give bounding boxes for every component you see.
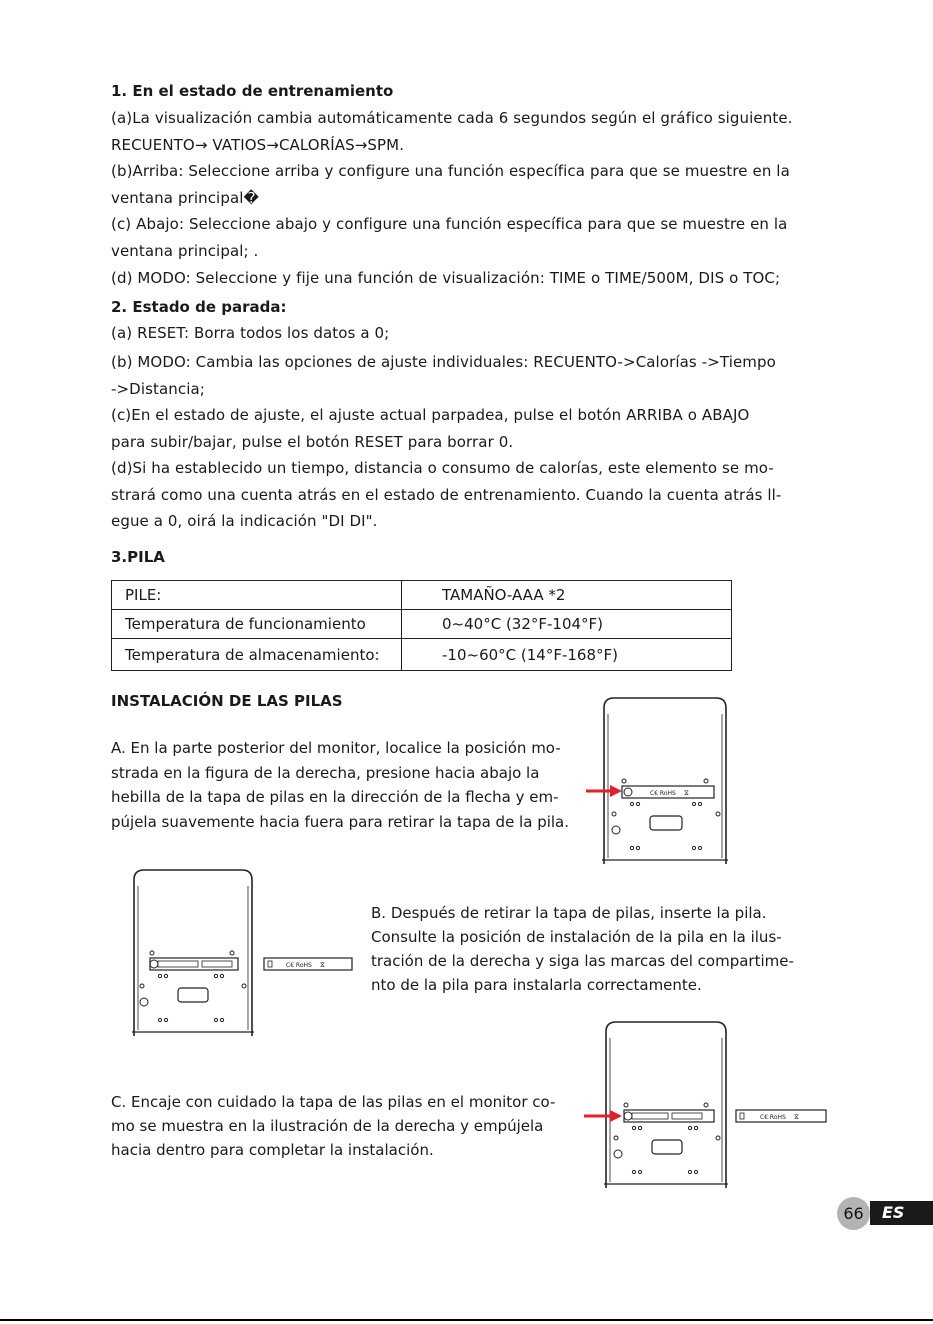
step-c-line: C. Encaje con cuidado la tapa de las pilas en el monitor co- <box>111 1093 556 1111</box>
table-cell-value: 0~40°C (32°F-104°F) <box>402 610 732 639</box>
section2-line: (b) MODO: Cambia las opciones de ajuste individuales: RECUENTO->Calorías ->Tiempo <box>111 353 776 371</box>
step-a-line: hebilla de la tapa de pilas en la dirección de la flecha y em- <box>111 788 559 806</box>
table-cell-label: Temperatura de almacenamiento: <box>112 639 402 671</box>
table-row <box>112 639 732 671</box>
install-heading: INSTALACIÓN DE LAS PILAS <box>111 692 343 710</box>
step-a-line: strada en la figura de la derecha, presione hacia abajo la <box>111 763 540 782</box>
section2-line: strará como una cuenta atrás en el estado de entrenamiento. Cuando la cuenta atrás ll- <box>111 485 782 504</box>
section1-line: (b)Arriba: Seleccione arriba y configure una función específica para que se muestre en la <box>111 162 790 180</box>
section1-line: (c) Abajo: Seleccione abajo y configure una función específica para que se muestre en la <box>111 215 788 233</box>
section3-heading: 3.PILA <box>111 548 165 566</box>
section2-line: para subir/bajar, pulse el botón RESET para borrar 0. <box>111 432 514 451</box>
step-c-line: hacia dentro para completar la instalación. <box>111 1141 434 1159</box>
page-number: 66 <box>837 1197 870 1230</box>
svg-text:C€ RoHS: C€ RoHS <box>650 790 676 797</box>
table-cell-label: PILE: <box>112 581 402 610</box>
svg-text:⧖: ⧖ <box>684 789 689 797</box>
step-a-line: pújela suavemente hacia fuera para retirar la tapa de la pila. <box>111 812 570 831</box>
section1-line: ventana principal� <box>111 188 259 207</box>
step-b-line: Consulte la posición de instalación de la pila en la ilus- <box>371 928 782 946</box>
svg-text:⧖: ⧖ <box>794 1113 799 1121</box>
section1-line: ventana principal; . <box>111 241 259 260</box>
step-a-line: A. En la parte posterior del monitor, localice la posición mo- <box>111 739 561 757</box>
section1-line: (d) MODO: Seleccione y fije una función de visualización: TIME o TIME/500M, DIS o TOC; <box>111 269 781 287</box>
section1-line: (a)La visualización cambia automáticamente cada 6 segundos según el gráfico siguiente. <box>111 109 793 127</box>
section2-line: (a) RESET: Borra todos los datos a 0; <box>111 324 390 342</box>
page-bottom-rule <box>0 1319 933 1321</box>
svg-text:C€ RoHS: C€ RoHS <box>286 962 312 969</box>
table-cell-value: -10~60°C (14°F-168°F) <box>402 639 732 671</box>
section2-line: (d)Si ha establecido un tiempo, distancia o consumo de calorías, este elemento se mo- <box>111 459 774 477</box>
language-tag: ES <box>870 1201 933 1225</box>
section1-line: RECUENTO→ VATIOS→CALORÍAS→SPM. <box>111 135 405 154</box>
monitor-back-illustration-c <box>580 1018 830 1190</box>
monitor-back-illustration-b <box>128 866 358 1038</box>
step-c-line: mo se muestra en la ilustración de la derecha y empújela <box>111 1117 544 1135</box>
section2-line: egue a 0, oirá la indicación "DI DI". <box>111 512 378 530</box>
svg-text:⧖: ⧖ <box>320 961 325 969</box>
section2-heading: 2. Estado de parada: <box>111 298 287 316</box>
section2-line: (c)En el estado de ajuste, el ajuste actual parpadea, pulse el botón ARRIBA o ABAJO <box>111 406 750 424</box>
svg-text:C€ RoHS: C€ RoHS <box>760 1114 786 1121</box>
step-b-line: tración de la derecha y siga las marcas del compartime- <box>371 952 794 970</box>
table-row <box>112 610 732 639</box>
table-row <box>112 581 732 610</box>
section2-line: ->Distancia; <box>111 379 205 398</box>
section1-heading: 1. En el estado de entrenamiento <box>111 82 394 100</box>
battery-spec-table <box>111 580 732 671</box>
step-b-line: nto de la pila para instalarla correctamente. <box>371 976 702 994</box>
table-cell-label: Temperatura de funcionamiento <box>112 610 402 639</box>
monitor-back-illustration-a <box>580 694 740 866</box>
step-b-line: B. Después de retirar la tapa de pilas, inserte la pila. <box>371 904 767 922</box>
table-cell-value: TAMAÑO-AAA *2 <box>402 581 732 610</box>
